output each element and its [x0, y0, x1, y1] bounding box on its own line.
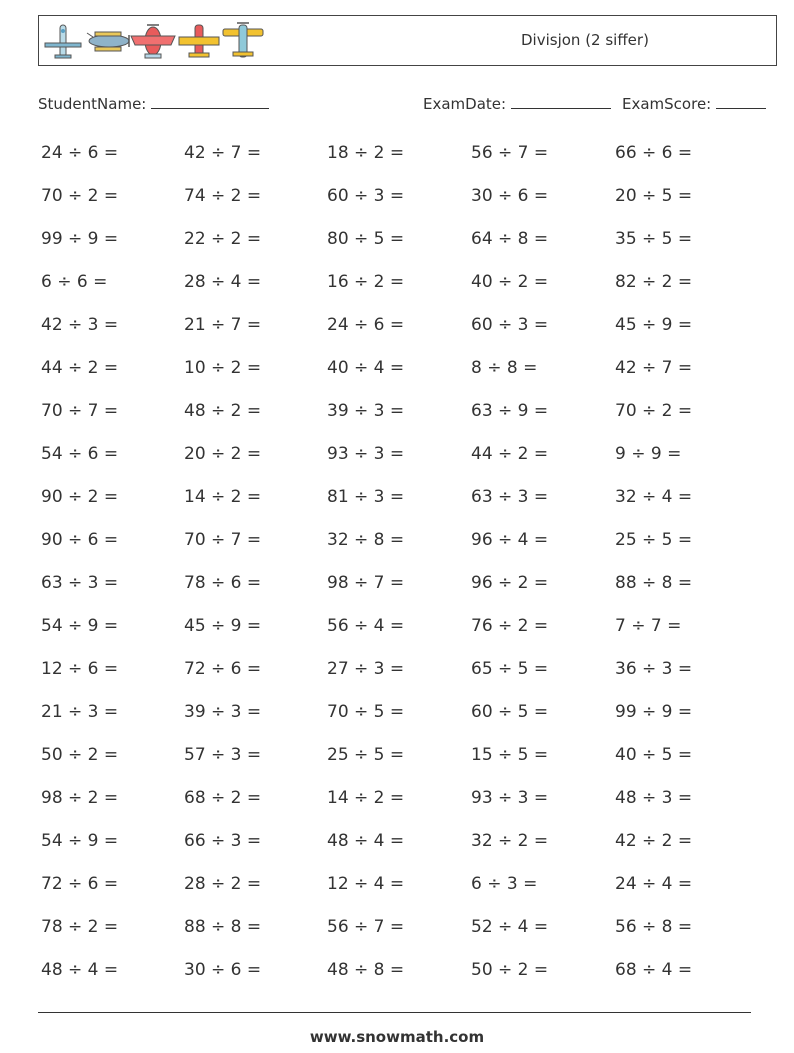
yellow-plane-icon [179, 25, 219, 57]
problem-r14-c1: 21 ÷ 3 = [41, 702, 119, 722]
problem-r4-c2: 28 ÷ 4 = [184, 272, 262, 292]
problem-r15-c5: 40 ÷ 5 = [615, 745, 693, 765]
problem-r13-c3: 27 ÷ 3 = [327, 659, 405, 679]
problem-r19-c5: 56 ÷ 8 = [615, 917, 693, 937]
propeller-plane-icon [87, 32, 129, 51]
problem-r4-c4: 40 ÷ 2 = [471, 272, 549, 292]
problem-r15-c4: 15 ÷ 5 = [471, 745, 549, 765]
exam-score-field [622, 94, 766, 113]
problem-r2-c5: 20 ÷ 5 = [615, 186, 693, 206]
problem-r9-c1: 90 ÷ 2 = [41, 487, 119, 507]
problem-r9-c3: 81 ÷ 3 = [327, 487, 405, 507]
exam-date-field [423, 94, 611, 113]
problem-r4-c1: 6 ÷ 6 = [41, 272, 108, 292]
problem-r17-c5: 42 ÷ 2 = [615, 831, 693, 851]
problem-r20-c4: 50 ÷ 2 = [471, 960, 549, 980]
problem-r3-c3: 80 ÷ 5 = [327, 229, 405, 249]
header-icons [43, 21, 268, 61]
problem-r9-c2: 14 ÷ 2 = [184, 487, 262, 507]
problem-r12-c4: 76 ÷ 2 = [471, 616, 549, 636]
problem-r18-c5: 24 ÷ 4 = [615, 874, 693, 894]
problem-r7-c1: 70 ÷ 7 = [41, 401, 119, 421]
problem-r11-c2: 78 ÷ 6 = [184, 573, 262, 593]
problem-r16-c1: 98 ÷ 2 = [41, 788, 119, 808]
problem-r9-c4: 63 ÷ 3 = [471, 487, 549, 507]
problem-r10-c1: 90 ÷ 6 = [41, 530, 119, 550]
problem-r19-c2: 88 ÷ 8 = [184, 917, 262, 937]
problem-r12-c2: 45 ÷ 9 = [184, 616, 262, 636]
problem-r14-c4: 60 ÷ 5 = [471, 702, 549, 722]
problem-r7-c3: 39 ÷ 3 = [327, 401, 405, 421]
problem-r6-c5: 42 ÷ 7 = [615, 358, 693, 378]
problem-r17-c4: 32 ÷ 2 = [471, 831, 549, 851]
exam-score-blank[interactable] [716, 94, 766, 109]
problem-r1-c5: 66 ÷ 6 = [615, 143, 693, 163]
problem-r2-c1: 70 ÷ 2 = [41, 186, 119, 206]
problem-r10-c4: 96 ÷ 4 = [471, 530, 549, 550]
problem-r20-c1: 48 ÷ 4 = [41, 960, 119, 980]
problem-r20-c5: 68 ÷ 4 = [615, 960, 693, 980]
problem-r2-c3: 60 ÷ 3 = [327, 186, 405, 206]
problem-r13-c2: 72 ÷ 6 = [184, 659, 262, 679]
problem-r15-c1: 50 ÷ 2 = [41, 745, 119, 765]
problem-r2-c4: 30 ÷ 6 = [471, 186, 549, 206]
problem-r16-c4: 93 ÷ 3 = [471, 788, 549, 808]
problem-r1-c2: 42 ÷ 7 = [184, 143, 262, 163]
problem-r5-c3: 24 ÷ 6 = [327, 315, 405, 335]
footer-divider [38, 1012, 751, 1013]
problem-r10-c3: 32 ÷ 8 = [327, 530, 405, 550]
airliner-icon [45, 25, 81, 58]
problem-r5-c4: 60 ÷ 3 = [471, 315, 549, 335]
student-name-blank[interactable] [151, 94, 269, 109]
problem-r5-c5: 45 ÷ 9 = [615, 315, 693, 335]
problem-r11-c4: 96 ÷ 2 = [471, 573, 549, 593]
problem-r2-c2: 74 ÷ 2 = [184, 186, 262, 206]
problem-r20-c2: 30 ÷ 6 = [184, 960, 262, 980]
problem-r12-c5: 7 ÷ 7 = [615, 616, 682, 636]
problem-r20-c3: 48 ÷ 8 = [327, 960, 405, 980]
problem-r18-c1: 72 ÷ 6 = [41, 874, 119, 894]
problem-r10-c2: 70 ÷ 7 = [184, 530, 262, 550]
header-box [38, 15, 777, 66]
problem-r7-c2: 48 ÷ 2 = [184, 401, 262, 421]
student-name-label: StudentName: [38, 95, 147, 113]
problem-r15-c3: 25 ÷ 5 = [327, 745, 405, 765]
problem-r11-c1: 63 ÷ 3 = [41, 573, 119, 593]
problem-r3-c4: 64 ÷ 8 = [471, 229, 549, 249]
exam-date-blank[interactable] [511, 94, 611, 109]
problem-r7-c5: 70 ÷ 2 = [615, 401, 693, 421]
problem-r3-c1: 99 ÷ 9 = [41, 229, 119, 249]
problem-r8-c5: 9 ÷ 9 = [615, 444, 682, 464]
problem-r6-c4: 8 ÷ 8 = [471, 358, 538, 378]
problem-r8-c3: 93 ÷ 3 = [327, 444, 405, 464]
problem-r4-c3: 16 ÷ 2 = [327, 272, 405, 292]
problem-r17-c3: 48 ÷ 4 = [327, 831, 405, 851]
problem-r1-c4: 56 ÷ 7 = [471, 143, 549, 163]
problem-r3-c2: 22 ÷ 2 = [184, 229, 262, 249]
problem-r11-c5: 88 ÷ 8 = [615, 573, 693, 593]
problem-r14-c5: 99 ÷ 9 = [615, 702, 693, 722]
problem-r16-c2: 68 ÷ 2 = [184, 788, 262, 808]
problem-r19-c3: 56 ÷ 7 = [327, 917, 405, 937]
problem-r14-c3: 70 ÷ 5 = [327, 702, 405, 722]
problem-r15-c2: 57 ÷ 3 = [184, 745, 262, 765]
problem-r13-c4: 65 ÷ 5 = [471, 659, 549, 679]
problem-r12-c1: 54 ÷ 9 = [41, 616, 119, 636]
problem-r1-c1: 24 ÷ 6 = [41, 143, 119, 163]
problem-r18-c3: 12 ÷ 4 = [327, 874, 405, 894]
problem-r6-c2: 10 ÷ 2 = [184, 358, 262, 378]
footer-url: www.snowmath.com [309, 1028, 485, 1046]
problem-r5-c2: 21 ÷ 7 = [184, 315, 262, 335]
problem-r6-c1: 44 ÷ 2 = [41, 358, 119, 378]
student-name-field [38, 94, 269, 113]
problem-r16-c3: 14 ÷ 2 = [327, 788, 405, 808]
problem-r10-c5: 25 ÷ 5 = [615, 530, 693, 550]
page-title: Divisjon (2 siffer) [521, 31, 649, 49]
problem-r5-c1: 42 ÷ 3 = [41, 315, 119, 335]
problem-r11-c3: 98 ÷ 7 = [327, 573, 405, 593]
problem-r12-c3: 56 ÷ 4 = [327, 616, 405, 636]
biplane-icon [223, 23, 263, 57]
problem-r17-c1: 54 ÷ 9 = [41, 831, 119, 851]
problem-r3-c5: 35 ÷ 5 = [615, 229, 693, 249]
problem-r17-c2: 66 ÷ 3 = [184, 831, 262, 851]
problem-r13-c5: 36 ÷ 3 = [615, 659, 693, 679]
problem-r16-c5: 48 ÷ 3 = [615, 788, 693, 808]
problem-r8-c4: 44 ÷ 2 = [471, 444, 549, 464]
problem-r1-c3: 18 ÷ 2 = [327, 143, 405, 163]
problem-r19-c4: 52 ÷ 4 = [471, 917, 549, 937]
problem-r8-c1: 54 ÷ 6 = [41, 444, 119, 464]
problem-r4-c5: 82 ÷ 2 = [615, 272, 693, 292]
problem-r13-c1: 12 ÷ 6 = [41, 659, 119, 679]
problem-r6-c3: 40 ÷ 4 = [327, 358, 405, 378]
problem-r18-c4: 6 ÷ 3 = [471, 874, 538, 894]
exam-score-label: ExamScore: [622, 95, 712, 113]
exam-date-label: ExamDate: [423, 95, 507, 113]
problem-r8-c2: 20 ÷ 2 = [184, 444, 262, 464]
problem-r18-c2: 28 ÷ 2 = [184, 874, 262, 894]
problem-r9-c5: 32 ÷ 4 = [615, 487, 693, 507]
red-plane-icon [131, 25, 175, 58]
problem-r7-c4: 63 ÷ 9 = [471, 401, 549, 421]
problem-r19-c1: 78 ÷ 2 = [41, 917, 119, 937]
problem-r14-c2: 39 ÷ 3 = [184, 702, 262, 722]
